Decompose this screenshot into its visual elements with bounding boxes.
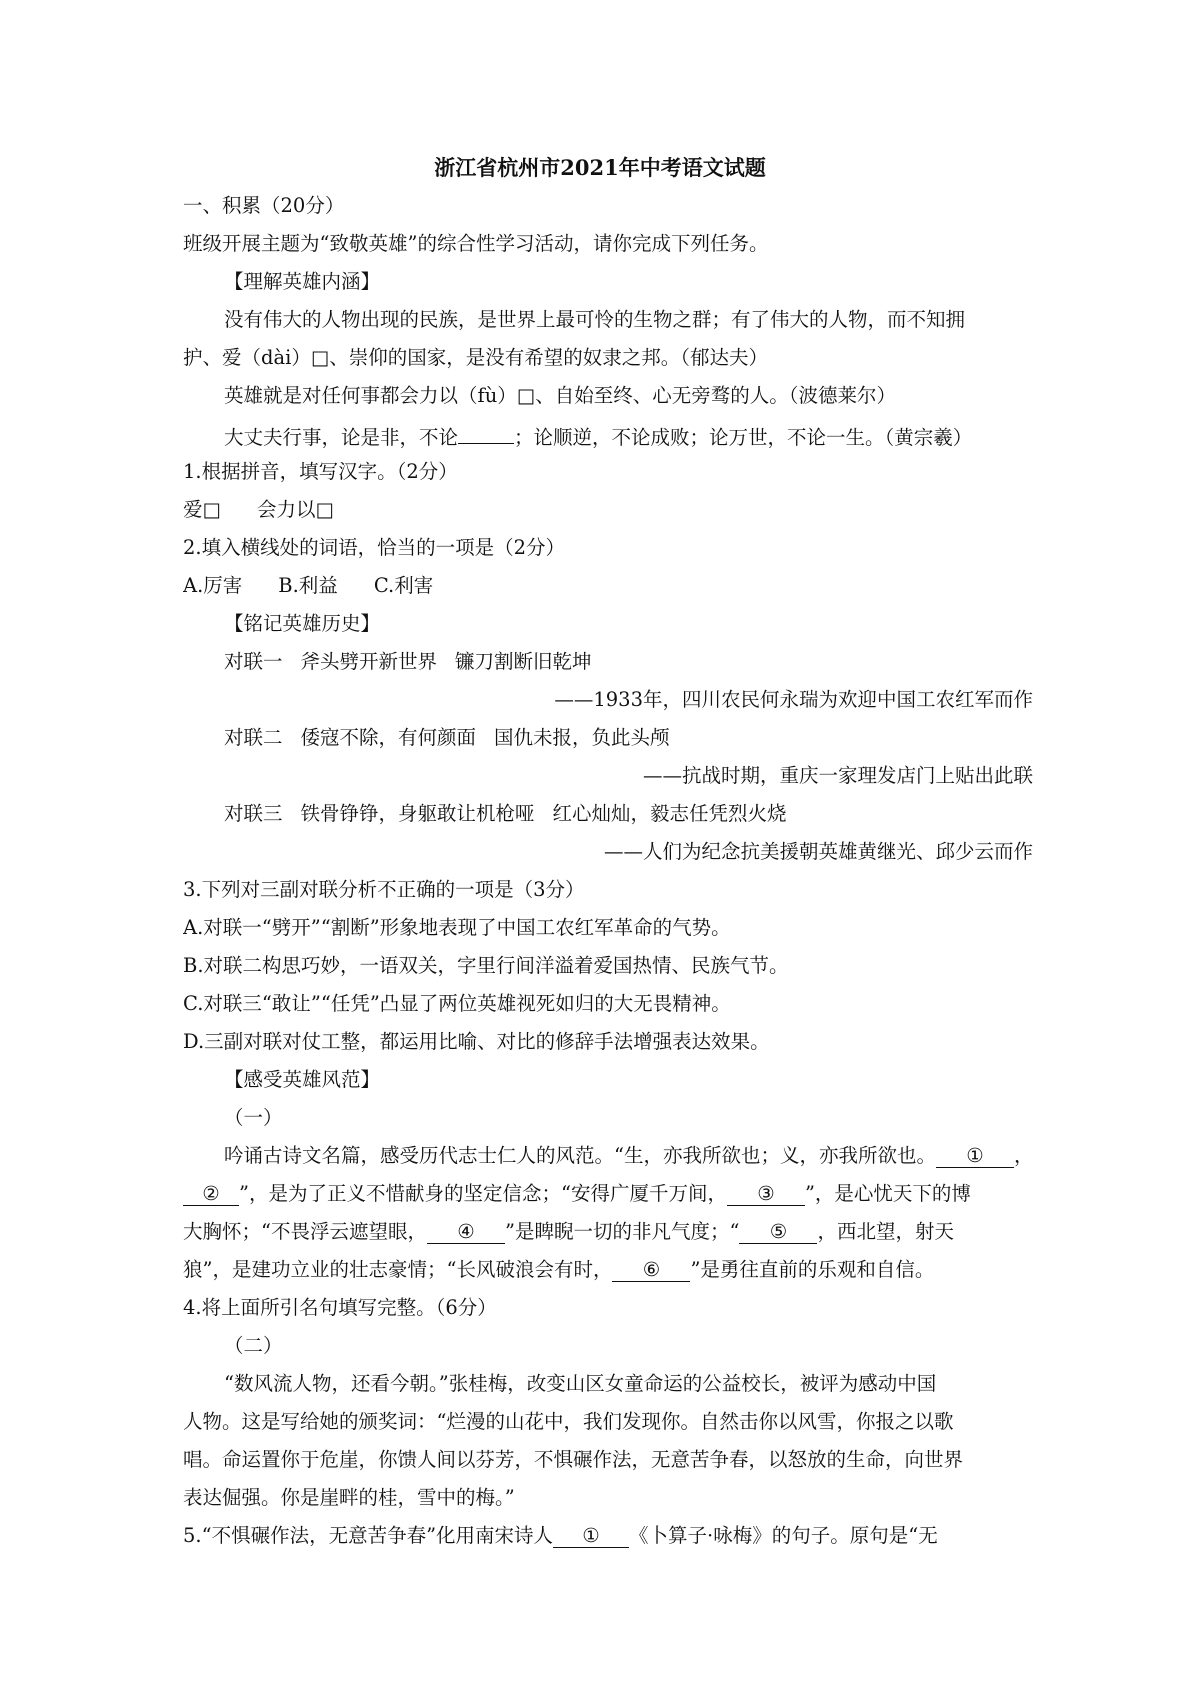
answer-blank-1[interactable]: ① [936, 1144, 1014, 1168]
question-3-option-a[interactable]: A.对联一“劈开”“割断”形象地表现了中国工农红军革命的气势。 [183, 916, 731, 939]
answer-blank-poet[interactable]: ① [553, 1524, 629, 1548]
answer-blank-2[interactable]: ② [183, 1182, 239, 1206]
part-heading: 一、积累（20分） [183, 194, 345, 217]
answer-box-fu[interactable]: 会力以□ [256, 498, 334, 521]
award-paragraph-line3: 唱。命运置你于危崖，你馈人间以芬芳，不惧碾作法，无意苦争春，以怒放的生命，向世界 [183, 1448, 964, 1471]
quote-yu-dafu-line2: 护、爱（dài）□、崇仰的国家，是没有希望的奴隶之邦。（郁达夫） [183, 346, 769, 369]
award-paragraph-line4: 表达倔强。你是崖畔的桂，雪中的梅。” [183, 1486, 515, 1509]
option-b[interactable]: B.利益 [278, 574, 338, 597]
couplet-2: 对联二 倭寇不除，有何颜面 国仇未报，负此头颅 [224, 726, 670, 749]
answer-blank-3[interactable]: ③ [727, 1182, 805, 1206]
question-3-option-b[interactable]: B.对联二构思巧妙，一语双关，字里行间洋溢着爱国热情、民族气节。 [183, 954, 789, 977]
award-paragraph-line2: 人物。这是写给她的颁奖词：“烂漫的山花中，我们发现你。自然击你以风雪，你报之以歌 [183, 1410, 954, 1433]
poem-paragraph-line1: 吟诵古诗文名篇，感受历代志士仁人的风范。“生，亦我所欲也；义，亦我所欲也。 ① ， [224, 1144, 1034, 1167]
poem-paragraph-line3: 大胸怀；“不畏浮云遮望眼， ④ ”是睥睨一切的非凡气度；“ ⑤ ，西北望，射天 [183, 1220, 954, 1243]
question-3-option-c[interactable]: C.对联三“敢让”“任凭”凸显了两位英雄视死如归的大无畏精神。 [183, 992, 731, 1015]
answer-blank-4[interactable]: ④ [427, 1220, 505, 1244]
answer-blank-6[interactable]: ⑥ [612, 1258, 690, 1282]
couplet-3: 对联三 铁骨铮铮，身躯敢让机枪哑 红心灿灿，毅志任凭烈火烧 [224, 802, 787, 825]
page-title: 浙江省杭州市2021年中考语文试题 [434, 155, 766, 180]
quote-huang-zongxi: 大丈夫行事，论是非，不论 ；论顺逆，不论成败；论万世，不论一生。（黄宗羲） [224, 420, 1034, 448]
couplet-1: 对联一 斧头劈开新世界 镰刀割断旧乾坤 [224, 650, 592, 673]
question-3-option-d[interactable]: D.三副对联对仗工整，都运用比喻、对比的修辞手法增强表达效果。 [183, 1030, 770, 1053]
question-4: 4.将上面所引名句填写完整。（6分） [183, 1296, 497, 1319]
question-3: 3.下列对三副对联分析不正确的一项是（3分） [183, 878, 585, 901]
couplet-3-note: ——人们为纪念抗美援朝英雄黄继光、邱少云而作 [603, 840, 1033, 863]
poem-paragraph-line4: 狼”，是建功立业的壮志豪情；“长风破浪会有时， ⑥ ”是勇往直前的乐观和自信。 [183, 1258, 935, 1281]
quote-yu-dafu-line1: 没有伟大的人物出现的民族，是世界上最可怜的生物之群；有了伟大的人物，而不知拥 [224, 308, 966, 331]
subsection-one: （一） [224, 1106, 283, 1129]
section-heading-meaning: 【理解英雄内涵】 [224, 270, 381, 293]
question-2: 2.填入横线处的词语，恰当的一项是（2分） [183, 536, 566, 559]
award-paragraph-line1: “数风流人物，还看今朝。”张桂梅，改变山区女童命运的公益校长，被评为感动中国 [224, 1372, 937, 1395]
question-1: 1.根据拼音，填写汉字。（2分） [183, 460, 458, 483]
poem-paragraph-line2: ② ”，是为了正义不惜献身的坚定信念；“安得广厦千万间， ③ ”，是心忧天下的博 [183, 1180, 1033, 1208]
answer-blank-5[interactable]: ⑤ [739, 1220, 817, 1244]
answer-box-ai[interactable]: 爱□ [183, 498, 221, 521]
question-1-answers [183, 496, 1033, 524]
couplet-2-note: ——抗战时期，重庆一家理发店门上贴出此联 [642, 764, 1033, 787]
answer-blank[interactable] [458, 420, 514, 444]
quote-baudelaire: 英雄就是对任何事都会力以（fù）□、自始至终、心无旁骛的人。（波德莱尔） [224, 384, 896, 407]
section-heading-demeanor: 【感受英雄风范】 [224, 1068, 381, 1091]
activity-intro: 班级开展主题为“致敬英雄”的综合性学习活动，请你完成下列任务。 [183, 232, 769, 255]
option-c[interactable]: C.利害 [373, 574, 434, 597]
subsection-two: （二） [224, 1334, 283, 1357]
couplet-1-note: ——1933年，四川农民何永瑞为欢迎中国工农红军而作 [554, 688, 1033, 711]
section-heading-history: 【铭记英雄历史】 [224, 612, 381, 635]
question-2-options [183, 572, 1033, 600]
option-a[interactable]: A.厉害 [183, 574, 243, 597]
question-5: 5.“不惧碾作法，无意苦争春”化用南宋诗人 ① 《卜算子·咏梅》的句子。原句是“无 [183, 1524, 938, 1547]
